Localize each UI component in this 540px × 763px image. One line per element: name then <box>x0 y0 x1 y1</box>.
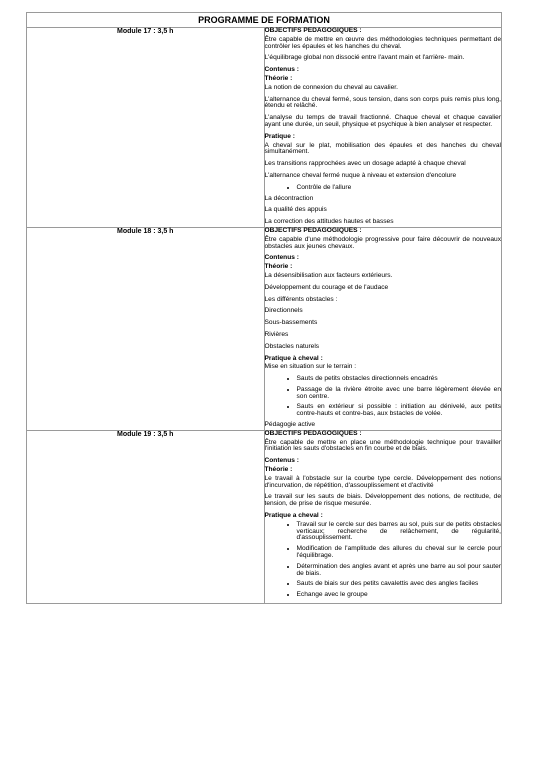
content-line: Développement du courage et de l'audace <box>264 283 389 291</box>
section-heading: Théorie : <box>264 74 293 82</box>
bullet-item: • Echange avec le groupe <box>297 592 502 599</box>
module-label: Module 19 : 3,5 h <box>27 430 265 603</box>
content-line: Obstacles naturels <box>264 342 320 350</box>
module-content <box>264 28 502 228</box>
module-content <box>264 227 502 430</box>
content-line: Être capable d'une méthodologie progressive pour faire découvrir de nouveaux obstacles aux jeunes chevaux. <box>264 235 501 250</box>
bullet-item: • Modification de l'amplitude des allures du cheval sur le cercle pour l'équilibrage. <box>297 546 502 560</box>
section-heading: Contenus : <box>264 457 299 465</box>
section-heading: Pratique à cheval : <box>264 354 323 362</box>
content-line: Pédagogie active <box>264 421 316 429</box>
section-heading: OBJECTIFS PEDAGOGIQUES : <box>264 429 362 437</box>
content-line: La qualité des appuis <box>264 206 327 214</box>
bullet-item: • Sauts en extérieur si possible : initiation au dénivelé, aux petits contre-hauts et contre-bas, aux bstacles de volée. <box>297 404 502 418</box>
content-line: Les transitions rapprochées avec un dosage adapté à chaque cheval <box>264 160 466 168</box>
section-heading: Contenus : <box>264 66 299 74</box>
section-heading: Contenus : <box>264 254 299 262</box>
content-line: La désensibilisation aux facteurs extérieurs. <box>264 271 393 279</box>
section-heading: Pratique a cheval : <box>264 512 323 520</box>
content-line: Être capable de mettre en place une méthodologie technique pour travailler l'initiation les sauts d'obstacles en fin courbe et de biais. <box>264 438 501 453</box>
content-line: La notion de connexion du cheval au cavalier. <box>264 83 398 91</box>
section-heading: Pratique : <box>264 132 295 140</box>
table-title: PROGRAMME DE FORMATION <box>27 13 502 28</box>
bullet-item: • Détermination des angles avant et après une barre au sol pour sauter de biais. <box>297 564 502 578</box>
module-content <box>264 430 502 603</box>
content-line: Mise en situation sur le terrain : <box>264 363 357 371</box>
content-line: La décontraction <box>264 194 314 202</box>
module-label: Module 18 : 3,5 h <box>27 227 265 430</box>
content-line: Rivières <box>264 330 289 338</box>
module-row <box>27 430 502 603</box>
content-line: L'alternance du cheval fermé, sous tension, dans son corps puis remis plus long, étendu et relâché. <box>264 95 501 110</box>
section-heading: Théorie : <box>264 263 293 271</box>
content-line: L'alternance cheval fermé nuque à niveau et extension d'encolure <box>264 171 457 179</box>
section-heading: OBJECTIFS PEDAGOGIQUES : <box>264 226 362 234</box>
bullet-item: • Travail sur le cercle sur des barres au sol, puis sur de petits obstacles verticaux; recherche de relâchement, de régularité, d'assouplissement. <box>297 522 502 542</box>
bullet-item: • Sauts de biais sur des petits cavalettis avec des angles faciles <box>297 581 502 588</box>
content-line: La correction des attitudes hautes et basses <box>264 218 394 226</box>
programme-table <box>26 12 502 604</box>
bullet-list <box>265 185 502 192</box>
module-label: Module 17 : 3,5 h <box>27 28 265 228</box>
content-line: A cheval sur le plat, mobilisation des épaules et des hanches du cheval simultanément. <box>264 141 501 156</box>
bullet-list <box>265 376 502 418</box>
bullet-list <box>265 522 502 599</box>
content-line: Être capable de mettre en œuvre des méthodologies techniques permettant de contrôler les épaules et les hanches du cheval. <box>264 35 501 50</box>
section-heading: OBJECTIFS PEDAGOGIQUES : <box>264 27 362 34</box>
content-line: Les différents obstacles : <box>264 295 338 303</box>
bullet-item: • Sauts de petits obstacles directionnels encadrés <box>297 376 502 383</box>
content-line: Directionnels <box>264 307 303 315</box>
content-line: Le travail sur les sauts de biais. Développement des notions, de rectitude, de tension, de prise de risque mesurée. <box>264 493 501 508</box>
section-heading: Théorie : <box>264 466 293 474</box>
content-line: L'équilibrage global non dissocié entre l'avant main et l'arrière- main. <box>264 54 465 62</box>
title-row <box>27 13 502 28</box>
content-line: Le travail à l'obstacle sur la courbe type cercle. Développement des notions d'incurvation, de répétition, d'assouplissement et d'activité <box>264 474 501 489</box>
content-line: Sous-bassements <box>264 319 318 327</box>
module-row <box>27 227 502 430</box>
bullet-item: • Contrôle de l'allure <box>297 185 502 192</box>
module-row <box>27 28 502 228</box>
bullet-item: • Passage de la rivière étroite avec une barre légèrement élevée en son centre. <box>297 387 502 401</box>
content-line: L'analyse du temps de travail fractionné. Chaque cheval et chaque cavalier ayant une durée, un seuil, physique et psychique à bien analyser et respecter. <box>264 114 501 128</box>
